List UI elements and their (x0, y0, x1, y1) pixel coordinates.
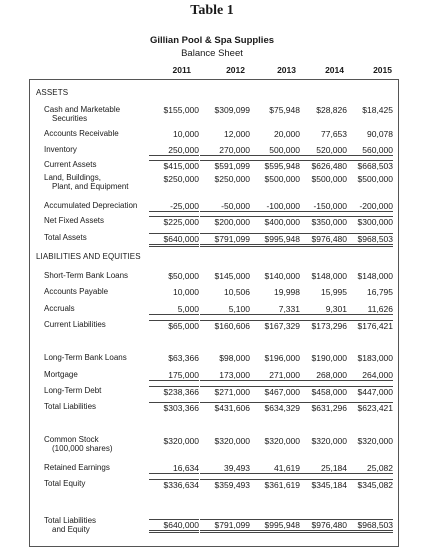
cell-accum-dep-2011: -25,000 (149, 201, 199, 212)
row-label-accum-dep (44, 201, 137, 210)
cell-ar-2012: 12,000 (224, 129, 250, 139)
sheet-subtitle: Balance Sheet (181, 48, 243, 59)
row-label-accruals (44, 304, 75, 313)
cell-current-assets-2013: $595,948 (250, 160, 300, 171)
cell-lt-debt-2014: $458,000 (297, 386, 347, 397)
cell-total-liab-2011: $303,366 (149, 402, 199, 413)
row-label-line: Plant, and Equipment (52, 182, 129, 191)
row-label-line: Long-Term Bank Loans (44, 353, 127, 362)
cell-retained-2012: 39,493 (200, 463, 250, 474)
cell-lt-bank-2015: $183,000 (357, 353, 393, 363)
cell-current-liab-2013: $167,329 (250, 320, 300, 331)
cell-mortgage-2013: 271,000 (250, 370, 300, 381)
cell-total-liab-equity-2011: $640,000 (149, 519, 199, 533)
cell-total-liab-equity-2015: $968,503 (343, 519, 393, 533)
row-label-retained (44, 463, 110, 472)
cell-total-assets-2012: $791,099 (200, 233, 250, 247)
cell-accum-dep-2014: -150,000 (297, 201, 347, 212)
cell-inventory-2011: 250,000 (149, 145, 199, 156)
row-label-inventory (44, 145, 77, 154)
cell-total-assets-2013: $995,948 (250, 233, 300, 247)
row-label-total-equity (44, 479, 85, 488)
cell-ar-2014: 77,653 (321, 129, 347, 139)
row-label-line: Long-Term Debt (44, 386, 102, 395)
cell-ap-2014: 15,995 (321, 287, 347, 297)
row-label-st-bank (44, 271, 128, 280)
row-label-cash (44, 105, 120, 123)
cell-total-liab-equity-2012: $791,099 (200, 519, 250, 533)
year-header-2012: 2012 (226, 65, 245, 75)
cell-inventory-2015: 560,000 (343, 145, 393, 156)
cell-cash-2015: $18,425 (362, 105, 393, 115)
row-label-line: (100,000 shares) (52, 444, 113, 453)
liabilities-equities-heading: LIABILITIES AND EQUITIES (36, 252, 141, 261)
row-label-lt-debt (44, 386, 101, 395)
cell-ap-2011: 10,000 (173, 287, 199, 297)
cell-total-equity-2011: $336,634 (149, 479, 199, 490)
cell-retained-2013: 41,619 (250, 463, 300, 474)
cell-common-stock-2011: $320,000 (163, 436, 199, 446)
cell-ap-2012: 10,506 (224, 287, 250, 297)
year-header-2011: 2011 (172, 65, 191, 75)
cell-current-assets-2012: $591,099 (200, 160, 250, 171)
cell-current-assets-2014: $626,480 (297, 160, 347, 171)
cell-retained-2014: 25,184 (297, 463, 347, 474)
cell-total-equity-2014: $345,184 (297, 479, 347, 490)
cell-land-2014: $500,000 (311, 174, 347, 184)
cell-cash-2013: $75,948 (269, 105, 300, 115)
row-label-total-assets (44, 233, 87, 242)
cell-mortgage-2014: 268,000 (297, 370, 347, 381)
row-label-line: Total Equity (44, 479, 86, 488)
table-title: Table 1 (190, 3, 234, 18)
cell-retained-2015: 25,082 (343, 463, 393, 474)
cell-total-liab-equity-2014: $976,480 (297, 519, 347, 533)
row-label-line: Land, Buildings, (44, 173, 101, 182)
cell-total-equity-2012: $359,493 (200, 479, 250, 490)
cell-total-liab-2014: $631,296 (297, 402, 347, 413)
row-label-line: Total Assets (44, 233, 87, 242)
cell-common-stock-2013: $320,000 (264, 436, 300, 446)
cell-current-liab-2015: $176,421 (343, 320, 393, 331)
cell-lt-bank-2014: $190,000 (311, 353, 347, 363)
cell-land-2013: $500,000 (264, 174, 300, 184)
row-label-line: Securities (52, 114, 88, 123)
cell-accruals-2011: 5,000 (149, 304, 199, 315)
cell-total-equity-2013: $361,619 (250, 479, 300, 490)
row-label-line: Total Liabilities (44, 516, 97, 525)
cell-accum-dep-2015: -200,000 (343, 201, 393, 212)
cell-ar-2015: 90,078 (367, 129, 393, 139)
cell-net-fixed-2013: $400,000 (250, 216, 300, 227)
cell-lt-debt-2011: $238,366 (149, 386, 199, 397)
year-header-2014: 2014 (325, 65, 344, 75)
cell-lt-debt-2015: $447,000 (343, 386, 393, 397)
cell-net-fixed-2014: $350,000 (297, 216, 347, 227)
row-label-line: Accruals (44, 304, 75, 313)
cell-lt-debt-2013: $467,000 (250, 386, 300, 397)
cell-current-liab-2014: $173,296 (297, 320, 347, 331)
row-label-lt-bank (44, 353, 127, 362)
cell-total-assets-2015: $968,503 (343, 233, 393, 247)
cell-st-bank-2015: $148,000 (357, 271, 393, 281)
cell-current-assets-2011: $415,000 (149, 160, 199, 171)
cell-current-liab-2012: $160,606 (200, 320, 250, 331)
row-label-line: Accumulated Depreciation (44, 201, 138, 210)
cell-land-2011: $250,000 (163, 174, 199, 184)
assets-heading: ASSETS (36, 88, 69, 97)
cell-lt-bank-2012: $98,000 (219, 353, 250, 363)
cell-accum-dep-2013: -100,000 (250, 201, 300, 212)
cell-accruals-2014: 9,301 (297, 304, 347, 315)
cell-ap-2015: 16,795 (367, 287, 393, 297)
cell-ap-2013: 19,998 (274, 287, 300, 297)
cell-ar-2011: 10,000 (173, 129, 199, 139)
cell-lt-bank-2013: $196,000 (264, 353, 300, 363)
cell-current-assets-2015: $668,503 (343, 160, 393, 171)
cell-inventory-2012: 270,000 (200, 145, 250, 156)
year-header-2015: 2015 (373, 65, 392, 75)
cell-total-assets-2011: $640,000 (149, 233, 199, 247)
row-label-line: Accounts Receivable (44, 129, 119, 138)
row-label-ap (44, 287, 108, 296)
cell-accum-dep-2012: -50,000 (200, 201, 250, 212)
row-label-line: Current Liabilities (44, 320, 106, 329)
cell-land-2015: $500,000 (357, 174, 393, 184)
row-label-ar (44, 129, 119, 138)
cell-land-2012: $250,000 (214, 174, 250, 184)
cell-total-assets-2014: $976,480 (297, 233, 347, 247)
cell-retained-2011: 16,634 (149, 463, 199, 474)
row-label-line: Accounts Payable (44, 287, 109, 296)
row-label-total-liab-equity (44, 516, 96, 534)
cell-common-stock-2014: $320,000 (311, 436, 347, 446)
cell-lt-bank-2011: $63,366 (168, 353, 199, 363)
row-label-line: and Equity (52, 525, 90, 534)
cell-accruals-2013: 7,331 (250, 304, 300, 315)
cell-net-fixed-2011: $225,000 (149, 216, 199, 227)
row-label-mortgage (44, 370, 78, 379)
cell-total-liab-equity-2013: $995,948 (250, 519, 300, 533)
cell-accruals-2012: 5,100 (200, 304, 250, 315)
cell-inventory-2014: 520,000 (297, 145, 347, 156)
row-label-line: Short-Term Bank Loans (44, 271, 129, 280)
row-label-land (44, 173, 129, 191)
row-label-current-assets (44, 160, 96, 169)
cell-common-stock-2012: $320,000 (214, 436, 250, 446)
row-label-line: Retained Earnings (44, 463, 110, 472)
cell-st-bank-2013: $140,000 (264, 271, 300, 281)
cell-mortgage-2012: 173,000 (200, 370, 250, 381)
row-label-line: Cash and Marketable (44, 105, 121, 114)
cell-accruals-2015: 11,626 (343, 304, 393, 315)
row-label-common-stock (44, 435, 112, 453)
cell-net-fixed-2012: $200,000 (200, 216, 250, 227)
cell-cash-2012: $309,099 (214, 105, 250, 115)
cell-st-bank-2012: $145,000 (214, 271, 250, 281)
cell-total-liab-2012: $431,606 (200, 402, 250, 413)
cell-total-liab-2013: $634,329 (250, 402, 300, 413)
cell-current-liab-2011: $65,000 (149, 320, 199, 331)
cell-cash-2011: $155,000 (163, 105, 199, 115)
row-label-line: Mortgage (44, 370, 78, 379)
cell-ar-2013: 20,000 (274, 129, 300, 139)
year-header-2013: 2013 (277, 65, 296, 75)
cell-common-stock-2015: $320,000 (357, 436, 393, 446)
company-name: Gillian Pool & Spa Supplies (149, 35, 275, 46)
cell-st-bank-2011: $50,000 (168, 271, 199, 281)
cell-total-equity-2015: $345,082 (343, 479, 393, 490)
row-label-line: Net Fixed Assets (44, 216, 105, 225)
row-label-net-fixed (44, 216, 104, 225)
cell-st-bank-2014: $148,000 (311, 271, 347, 281)
cell-inventory-2013: 500,000 (250, 145, 300, 156)
row-label-current-liab (44, 320, 106, 329)
row-label-line: Total Liabilities (44, 402, 97, 411)
cell-mortgage-2011: 175,000 (149, 370, 199, 381)
cell-net-fixed-2015: $300,000 (343, 216, 393, 227)
cell-lt-debt-2012: $271,000 (200, 386, 250, 397)
cell-total-liab-2015: $623,421 (343, 402, 393, 413)
row-label-line: Inventory (44, 145, 77, 154)
cell-mortgage-2015: 264,000 (343, 370, 393, 381)
row-label-line: Current Assets (44, 160, 97, 169)
cell-cash-2014: $28,826 (316, 105, 347, 115)
row-label-line: Common Stock (44, 435, 99, 444)
row-label-total-liab (44, 402, 96, 411)
